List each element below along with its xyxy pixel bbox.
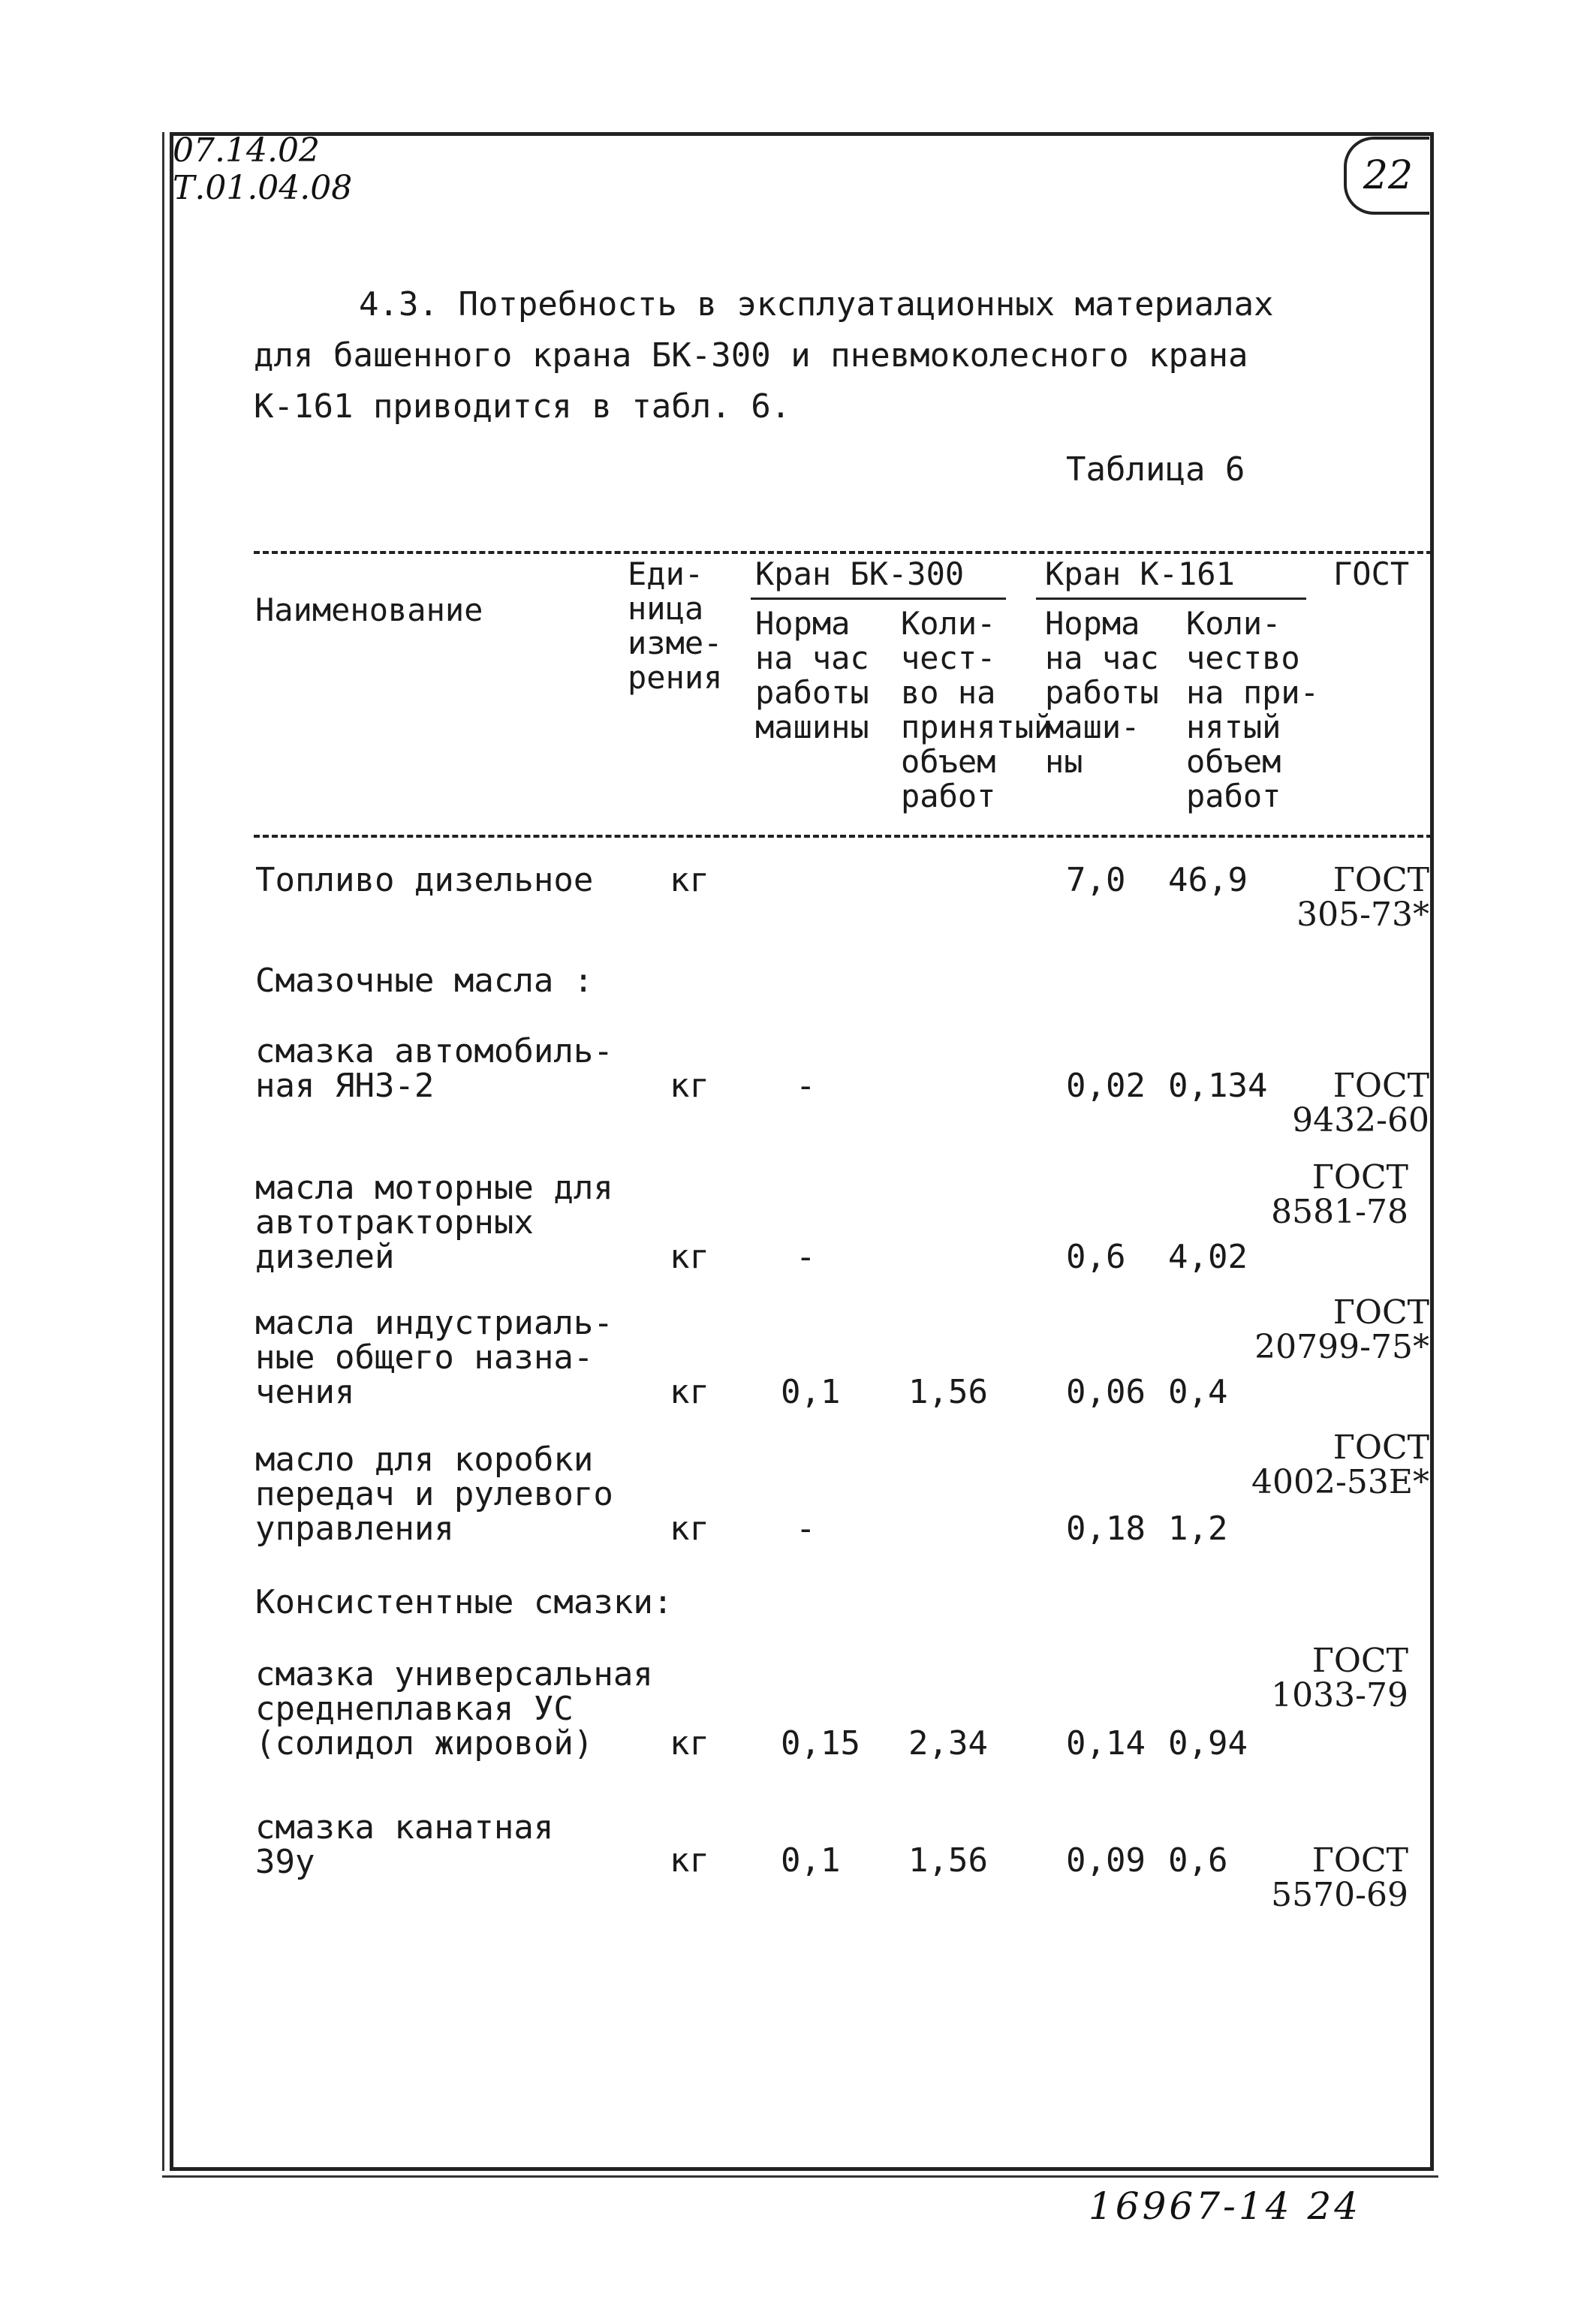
row-norm-bk300: 0,15 bbox=[781, 1724, 860, 1763]
row-norm-k161: 0,14 bbox=[1066, 1724, 1146, 1763]
header-norm-bk300: Норма на час работы машины bbox=[755, 605, 869, 745]
header-gost: ГОСТ bbox=[1333, 555, 1410, 592]
row-norm-bk300: 0,1 bbox=[781, 1841, 841, 1880]
header-crane-bk300-underline bbox=[751, 598, 1006, 600]
row-unit: кг bbox=[670, 1373, 709, 1411]
table-top-rule bbox=[254, 551, 1432, 554]
row-gost: ГОСТ 4002-53Е* bbox=[1251, 1428, 1429, 1501]
header-bottom-rule bbox=[254, 835, 1432, 838]
row-gost: ГОСТ 1033-79 bbox=[1271, 1642, 1408, 1714]
row-norm-bk300: - bbox=[796, 1510, 816, 1548]
row-gost: ГОСТ 8581-78 bbox=[1271, 1158, 1408, 1231]
row-qty-k161: 0,94 bbox=[1168, 1724, 1248, 1763]
table-title: Таблица 6 bbox=[1066, 450, 1245, 489]
row-name: масла моторные для автотракторных дизелей bbox=[255, 1169, 613, 1276]
header-unit: Еди- ница изме- рения bbox=[628, 555, 723, 696]
row-qty-k161: 0,6 bbox=[1168, 1841, 1228, 1880]
section-heading: Консистентные смазки: bbox=[255, 1583, 673, 1621]
frame-left-line bbox=[162, 132, 164, 2171]
row-unit: кг bbox=[670, 861, 709, 899]
row-name: масло для коробки передач и рулевого управления bbox=[255, 1440, 613, 1548]
row-unit: кг bbox=[670, 1724, 709, 1763]
intro-text: 4.3. Потребность в эксплуатационных материалах для башенного крана БК-300 и пневмоколесного крана К-161 приводится в табл. 6. bbox=[254, 285, 1274, 426]
row-gost: ГОСТ 305-73* bbox=[1296, 861, 1429, 934]
footer-number: 16967-14 24 bbox=[1089, 2184, 1362, 2228]
row-qty-bk300: 1,56 bbox=[908, 1373, 988, 1411]
frame-bottom-line bbox=[162, 2175, 1438, 2178]
header-name: Наименование bbox=[255, 592, 483, 628]
row-norm-k161: 0,09 bbox=[1066, 1841, 1146, 1880]
row-norm-k161: 0,6 bbox=[1066, 1238, 1126, 1276]
row-qty-k161: 0,134 bbox=[1168, 1067, 1268, 1105]
row-gost: ГОСТ 5570-69 bbox=[1271, 1841, 1408, 1914]
row-norm-bk300: - bbox=[796, 1238, 816, 1276]
row-name: смазка универсальная среднеплавкая УС (солидол жировой) bbox=[255, 1655, 653, 1763]
row-qty-k161: 4,02 bbox=[1168, 1238, 1248, 1276]
row-name: Топливо дизельное bbox=[255, 861, 594, 899]
row-norm-k161: 0,02 bbox=[1066, 1067, 1146, 1105]
header-crane-k161-underline bbox=[1036, 598, 1306, 600]
row-name: смазка автомобиль- ная ЯНЗ-2 bbox=[255, 1032, 613, 1105]
row-norm-bk300: 0,1 bbox=[781, 1373, 841, 1411]
header-qty-k161: Коли- чество на при- нятый объем работ bbox=[1186, 605, 1320, 814]
row-qty-k161: 0,4 bbox=[1168, 1373, 1228, 1411]
row-unit: кг bbox=[670, 1067, 709, 1105]
row-qty-bk300: 1,56 bbox=[908, 1841, 988, 1880]
corner-code-2: Т.01.04.08 bbox=[173, 169, 353, 207]
row-name: смазка канатная 39у bbox=[255, 1808, 554, 1881]
row-unit: кг bbox=[670, 1841, 709, 1880]
header-qty-bk300: Коли- чест- во на принятый объем работ bbox=[901, 605, 1053, 814]
row-norm-k161: 0,18 bbox=[1066, 1510, 1146, 1548]
header-crane-k161: Кран К-161 bbox=[1045, 555, 1235, 592]
row-qty-k161: 1,2 bbox=[1168, 1510, 1228, 1548]
row-gost: ГОСТ 9432-60 bbox=[1292, 1067, 1429, 1139]
row-norm-bk300: - bbox=[796, 1067, 816, 1105]
row-unit: кг bbox=[670, 1510, 709, 1548]
header-crane-bk300: Кран БК-300 bbox=[755, 555, 965, 592]
row-norm-k161: 7,0 bbox=[1066, 861, 1126, 899]
corner-codes bbox=[173, 132, 352, 207]
row-qty-k161: 46,9 bbox=[1168, 861, 1248, 899]
page-number: 22 bbox=[1344, 137, 1429, 215]
section-heading: Смазочные масла : bbox=[255, 962, 594, 1000]
header-norm-k161: Норма на час работы маши- ны bbox=[1045, 605, 1159, 780]
row-norm-k161: 0,06 bbox=[1066, 1373, 1146, 1411]
row-qty-bk300: 2,34 bbox=[908, 1724, 988, 1763]
corner-code-1: 07.14.02 bbox=[173, 131, 320, 170]
row-name: масла индустриаль- ные общего назна- чения bbox=[255, 1304, 613, 1411]
row-gost: ГОСТ 20799-75* bbox=[1254, 1293, 1429, 1366]
row-unit: кг bbox=[670, 1238, 709, 1276]
intro-paragraph bbox=[254, 279, 1335, 432]
